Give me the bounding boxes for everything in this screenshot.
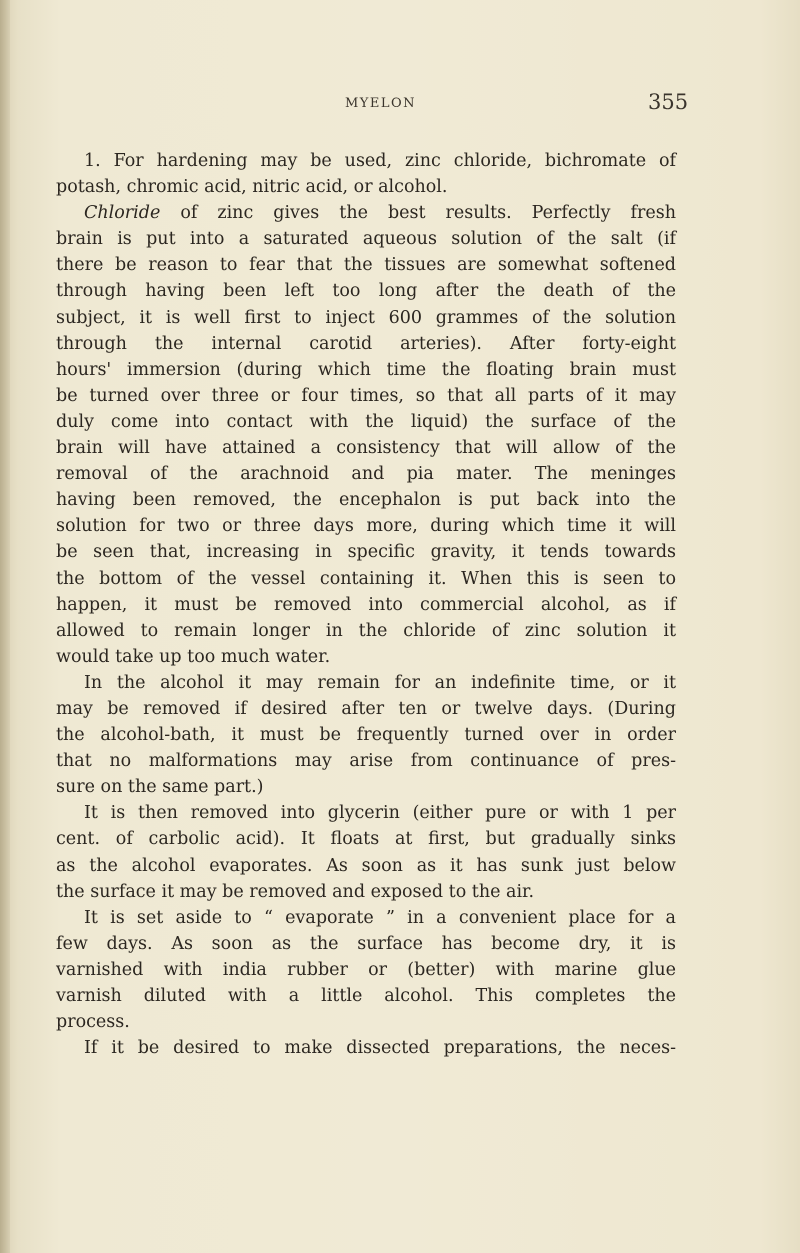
text-line: be turned over three or four times, so that all parts of it may — [56, 385, 676, 406]
text-line: It is set aside to “ evaporate ” in a convenient place for a — [84, 907, 676, 928]
text-line: that no malformations may arise from continuance of pres- — [56, 751, 676, 772]
text-line: If it be desired to make dissected preparations, the neces- — [84, 1038, 676, 1059]
text-line: the alcohol-bath, it must be frequently turned over in order — [56, 725, 676, 746]
text-line: through the internal carotid arteries). After forty-eight — [56, 333, 676, 354]
text-line: 1. For hardening may be used, zinc chloride, bichromate of — [84, 151, 676, 171]
text-line: process. — [56, 1012, 130, 1033]
text-line: brain is put into a saturated aqueous solution of the salt (if — [56, 229, 676, 250]
text-line: potash, chromic acid, nitric acid, or alcohol. — [56, 177, 448, 198]
text-line: through having been left too long after the death of the — [56, 281, 676, 302]
page-number: 355 — [648, 90, 689, 114]
text-line: as the alcohol evaporates. As soon as it has sunk just below — [56, 855, 676, 876]
text-line: subject, it is well first to inject 600 grammes of the solution — [56, 307, 676, 328]
text-line — [56, 200, 676, 226]
text-line: having been removed, the encephalon is put back into the — [56, 490, 676, 511]
text-line: duly come into contact with the liquid) the surface of the — [56, 411, 676, 432]
text-line: hours' immersion (during which time the floating brain must — [56, 359, 676, 380]
text-line: varnished with india rubber or (better) with marine glue — [56, 959, 676, 980]
text-line: the bottom of the vessel containing it. When this is seen to — [56, 568, 676, 589]
text-line: It is then removed into glycerin (either pure or with 1 per — [84, 803, 676, 824]
text-line: would take up too much water. — [56, 646, 331, 667]
text-line: solution for two or three days more, during which time it will — [56, 516, 676, 537]
text-line: happen, it must be removed into commercial alcohol, as if — [56, 594, 676, 615]
text-line: allowed to remain longer in the chloride of zinc solution it — [56, 620, 676, 641]
text-line: the surface it may be removed and exposed to the air. — [56, 881, 535, 902]
text-line: removal of the arachnoid and pia mater. The meninges — [56, 464, 676, 485]
text-line: brain will have attained a consistency that will allow of the — [56, 438, 676, 459]
text-line: varnish diluted with a little alcohol. This completes the — [56, 986, 676, 1006]
text-line: In the alcohol it may remain for an indefinite time, or it — [84, 672, 676, 693]
running-title: MYELON — [345, 96, 417, 111]
text-line: few days. As soon as the surface has become dry, it is — [56, 933, 676, 954]
body-text — [56, 148, 676, 1061]
page-gutter-shadow — [0, 0, 10, 1253]
text-line: cent. of carbolic acid). It floats at first, but gradually sinks — [56, 829, 676, 850]
text-line: sure on the same part.) — [56, 777, 264, 798]
text-line-rest: of zinc gives the best results. Perfectly fresh — [180, 203, 676, 224]
text-line: may be removed if desired after ten or twelve days. (During — [56, 698, 676, 719]
text-line: be seen that, increasing in specific gravity, it tends towards — [56, 542, 676, 563]
text-line: there be reason to fear that the tissues are somewhat softened — [56, 255, 676, 276]
italic-term: Chloride — [84, 203, 161, 224]
